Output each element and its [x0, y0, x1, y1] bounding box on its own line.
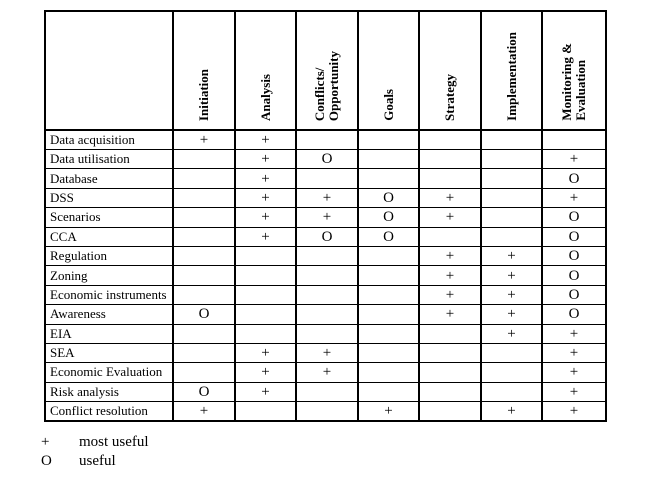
legend-label-useful: useful [79, 453, 116, 469]
matrix-cell: + [481, 305, 542, 324]
matrix-cell: O [542, 208, 606, 227]
col-header-monitoring-evaluation: Monitoring & Evaluation [542, 11, 606, 130]
matrix-cell: + [296, 363, 358, 382]
row-label: SEA [45, 343, 173, 362]
matrix-cell: + [542, 343, 606, 362]
legend-item-useful [40, 452, 149, 471]
row-label: Economic instruments [45, 285, 173, 304]
matrix-cell: + [235, 382, 296, 401]
legend [40, 433, 149, 471]
legend-item-most-useful [40, 433, 149, 452]
matrix-cell: + [235, 227, 296, 246]
matrix-cell: O [542, 266, 606, 285]
matrix-cell [173, 285, 235, 304]
matrix-cell [173, 324, 235, 343]
matrix-cell: + [173, 402, 235, 422]
matrix-cell [481, 208, 542, 227]
matrix-cell: + [481, 324, 542, 343]
col-header-initiation: Initiation [173, 11, 235, 130]
row-label: Data utilisation [45, 150, 173, 169]
legend-symbol-plus: + [41, 434, 50, 450]
matrix-cell [358, 169, 419, 188]
matrix-cell [296, 285, 358, 304]
matrix-cell [173, 227, 235, 246]
table-row [45, 227, 606, 246]
matrix-cell [481, 169, 542, 188]
matrix-cell: O [542, 169, 606, 188]
matrix-cell [296, 382, 358, 401]
matrix-cell: + [296, 188, 358, 207]
matrix-cell [419, 324, 481, 343]
col-header-analysis: Analysis [235, 11, 296, 130]
matrix-cell [358, 363, 419, 382]
matrix-cell: + [419, 208, 481, 227]
matrix-cell: + [542, 324, 606, 343]
matrix-cell: + [542, 363, 606, 382]
matrix-cell: + [481, 402, 542, 422]
legend-label-most-useful: most useful [79, 434, 149, 450]
matrix-cell: + [542, 150, 606, 169]
table-row [45, 285, 606, 304]
table-row [45, 208, 606, 227]
row-label: CCA [45, 227, 173, 246]
matrix-cell [173, 188, 235, 207]
header-corner-cell [45, 11, 173, 130]
table-row [45, 130, 606, 150]
matrix-cell [296, 169, 358, 188]
matrix-cell [481, 130, 542, 150]
matrix-cell: + [481, 246, 542, 265]
matrix-cell [419, 150, 481, 169]
matrix-cell [481, 150, 542, 169]
matrix-cell [358, 130, 419, 150]
matrix-cell [296, 402, 358, 422]
row-label: EIA [45, 324, 173, 343]
matrix-cell [419, 227, 481, 246]
matrix-cell: O [296, 227, 358, 246]
matrix-cell: O [542, 285, 606, 304]
row-label: Risk analysis [45, 382, 173, 401]
matrix-cell [542, 130, 606, 150]
matrix-cell [235, 402, 296, 422]
matrix-cell [173, 208, 235, 227]
matrix-cell: + [419, 285, 481, 304]
table-row [45, 402, 606, 422]
matrix-cell [173, 246, 235, 265]
matrix-cell: + [419, 246, 481, 265]
matrix-cell [419, 363, 481, 382]
table-row [45, 382, 606, 401]
col-header-implementation: Implementation [481, 11, 542, 130]
table-row [45, 324, 606, 343]
matrix-cell: + [235, 150, 296, 169]
matrix-cell: + [235, 169, 296, 188]
matrix-cell [235, 266, 296, 285]
matrix-cell: + [419, 266, 481, 285]
matrix-cell [296, 130, 358, 150]
matrix-cell: + [173, 130, 235, 150]
matrix-cell [358, 266, 419, 285]
matrix-cell [481, 382, 542, 401]
matrix-cell [419, 130, 481, 150]
row-label: Awareness [45, 305, 173, 324]
row-label: Regulation [45, 246, 173, 265]
matrix-cell: O [542, 246, 606, 265]
matrix-cell [358, 305, 419, 324]
matrix-cell [481, 363, 542, 382]
row-label: Conflict resolution [45, 402, 173, 422]
matrix-cell [358, 343, 419, 362]
matrix-cell [296, 246, 358, 265]
row-label: DSS [45, 188, 173, 207]
matrix-cell [358, 382, 419, 401]
table-row [45, 188, 606, 207]
table-row [45, 246, 606, 265]
matrix-cell: O [296, 150, 358, 169]
matrix-cell: + [235, 363, 296, 382]
row-label: Scenarios [45, 208, 173, 227]
col-header-strategy: Strategy [419, 11, 481, 130]
matrix-cell [481, 343, 542, 362]
matrix-cell: + [358, 402, 419, 422]
row-label: Data acquisition [45, 130, 173, 150]
matrix-cell: + [235, 188, 296, 207]
matrix-cell: + [296, 208, 358, 227]
matrix-cell [358, 246, 419, 265]
matrix-cell [419, 402, 481, 422]
row-label: Economic Evaluation [45, 363, 173, 382]
matrix-cell: O [173, 382, 235, 401]
matrix-body [45, 130, 606, 421]
matrix-cell [481, 188, 542, 207]
matrix-cell [419, 169, 481, 188]
matrix-cell: O [358, 227, 419, 246]
matrix-cell [296, 324, 358, 343]
matrix-cell [235, 324, 296, 343]
matrix-cell: + [235, 343, 296, 362]
matrix-cell: + [542, 382, 606, 401]
matrix-cell: + [235, 130, 296, 150]
matrix-cell [358, 285, 419, 304]
matrix-cell: + [542, 402, 606, 422]
matrix-cell: O [358, 208, 419, 227]
matrix-cell: + [481, 285, 542, 304]
matrix-cell: O [542, 305, 606, 324]
row-label: Zoning [45, 266, 173, 285]
table-row [45, 266, 606, 285]
tool-stage-matrix [44, 10, 607, 422]
matrix-cell: + [481, 266, 542, 285]
matrix-cell: + [542, 188, 606, 207]
table-row [45, 343, 606, 362]
matrix-cell: + [235, 208, 296, 227]
table-row [45, 150, 606, 169]
matrix-cell [173, 343, 235, 362]
col-header-conflicts-opportunity: Conflicts/ Opportunity [296, 11, 358, 130]
matrix-cell [173, 266, 235, 285]
matrix-cell [235, 285, 296, 304]
matrix-cell [481, 227, 542, 246]
matrix-cell [358, 150, 419, 169]
col-header-goals: Goals [358, 11, 419, 130]
header-row [45, 11, 606, 130]
matrix-cell [173, 169, 235, 188]
matrix-cell [419, 382, 481, 401]
matrix-cell [419, 343, 481, 362]
matrix-cell [173, 150, 235, 169]
matrix-cell [235, 305, 296, 324]
matrix-cell [173, 363, 235, 382]
legend-symbol-o: O [41, 453, 52, 469]
matrix-cell [296, 305, 358, 324]
table-row [45, 363, 606, 382]
matrix-cell: + [419, 305, 481, 324]
matrix-cell [235, 246, 296, 265]
matrix-cell: O [173, 305, 235, 324]
table-row [45, 305, 606, 324]
matrix-cell: + [296, 343, 358, 362]
matrix-cell [296, 266, 358, 285]
matrix-cell: + [419, 188, 481, 207]
row-label: Database [45, 169, 173, 188]
matrix-cell: O [358, 188, 419, 207]
matrix-cell: O [542, 227, 606, 246]
matrix-cell [358, 324, 419, 343]
table-row [45, 169, 606, 188]
